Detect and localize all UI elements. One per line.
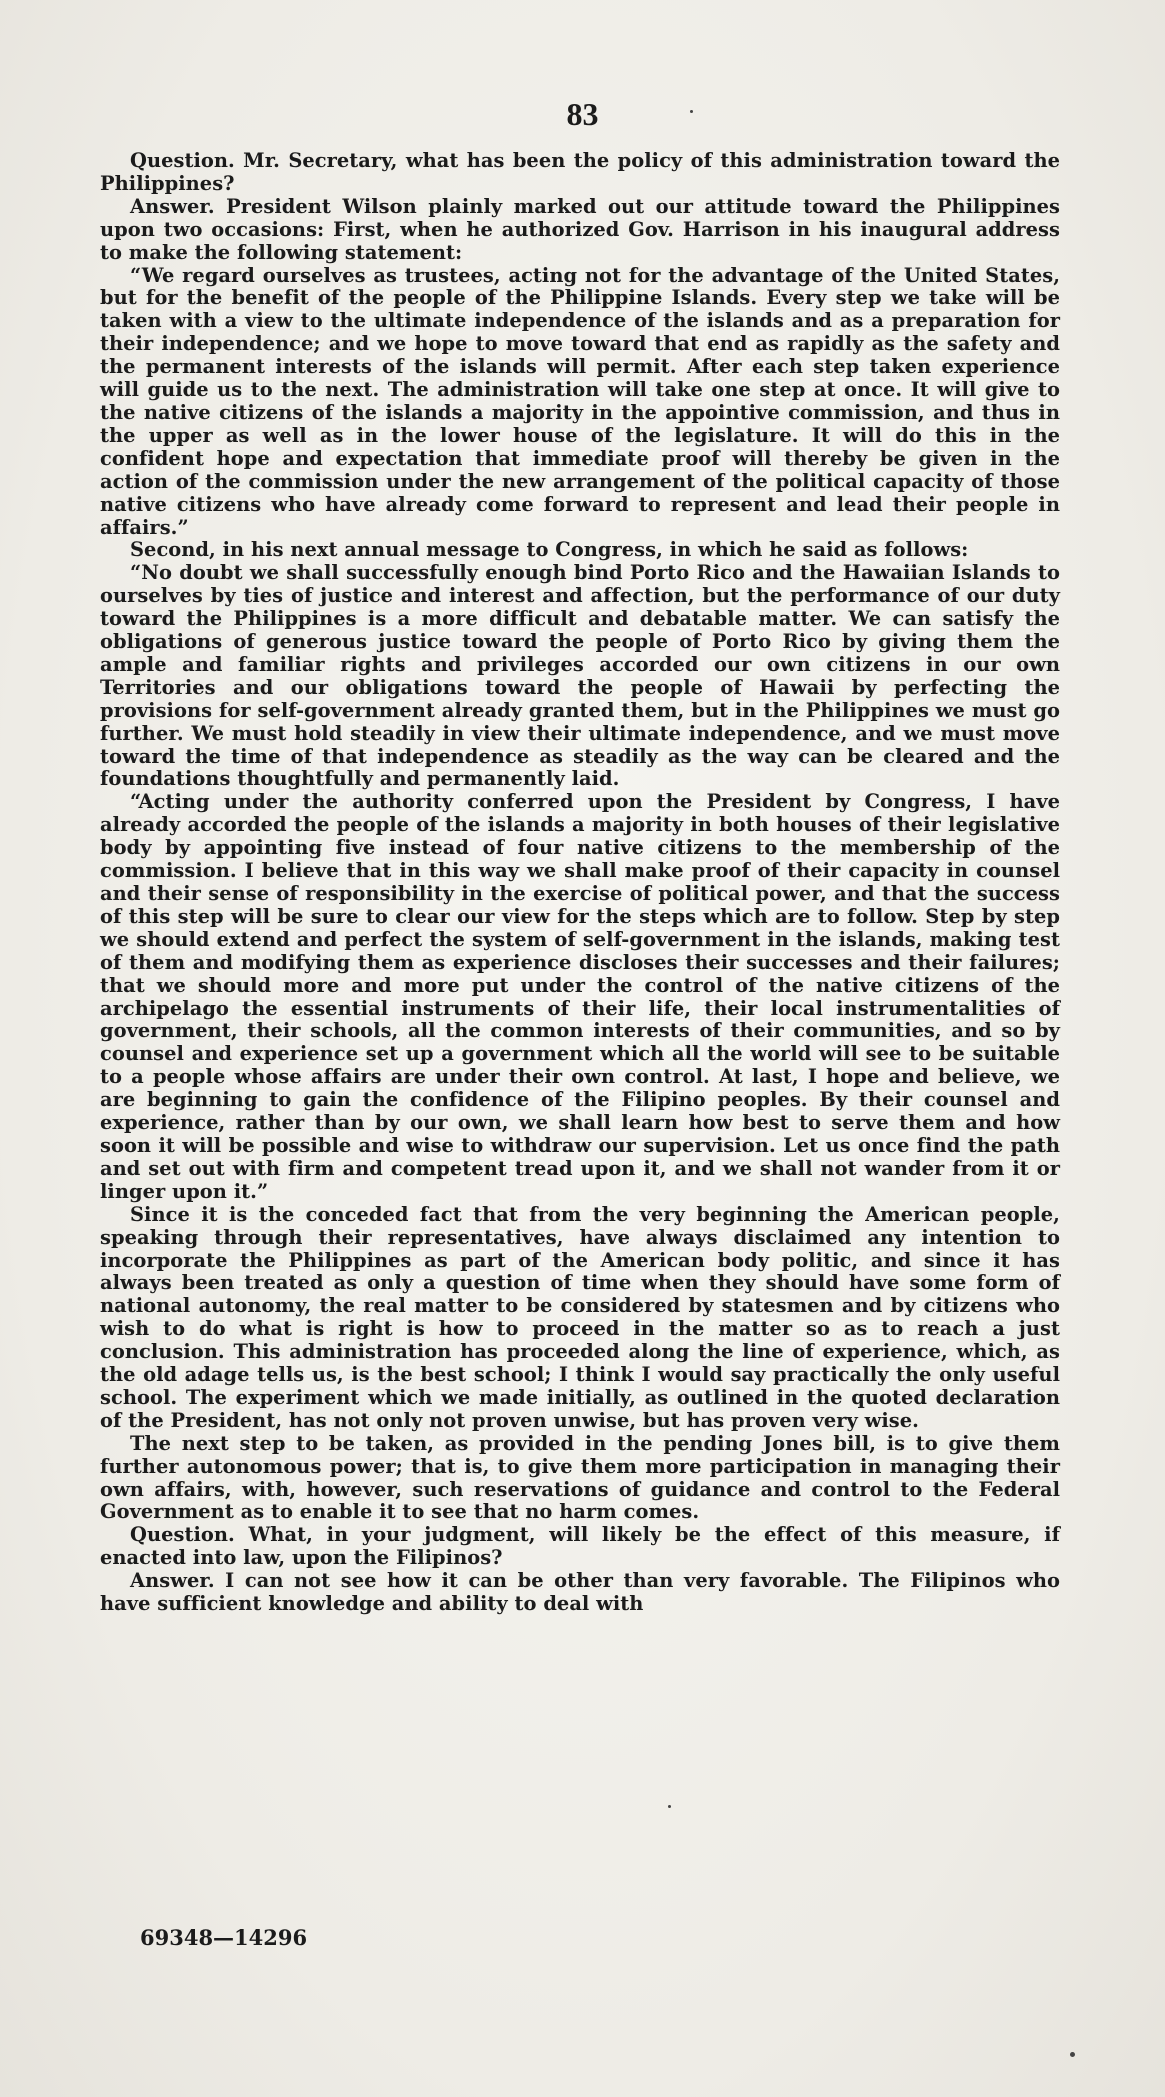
paragraph: “We regard ourselves as trustees, acting not for the advantage of the United States, but for the benefit of the people of the Philippine Islands. Every step we take will be taken with a view to the ultimate independence of the islands and as a preparation for their independence; and we hope to move toward that end as rapidly as the safety and the permanent interests of the islands will permit. After each step taken experience will guide us to the next. The administration will take one step at once. It will give to the native citizens of the islands a majority in the appointive commission, and thus in the upper as well as in the lower house of the legislature. It will do this in the confident hope and expectation that immediate proof will thereby be given in the action of the commission under the new arrangement of the political capacity of those native citizens who have already come forward to represent and lead their people in affairs.” <box>100 263 1060 539</box>
paragraph: Answer. President Wilson plainly marked out our attitude toward the Philippines upon two occasions: First, when he authorized Gov. Harrison in his inaugural address to make the following statement: <box>100 194 1060 264</box>
ink-speck <box>668 1805 671 1808</box>
paragraph: Since it is the conceded fact that from the very beginning the American people, speaking through their representatives, have always disclaimed any intention to incorporate the Philippines as part of the American body politic, and since it has always been treated as only a question of time when they should have some form of national autonomy, the real matter to be considered by statesmen and by citizens who wish to do what is right is how to proceed in the matter so as to reach a just conclusion. This administration has proceeded along the line of experience, which, as the old adage tells us, is the best school; I think I would say practically the only useful school. The experiment which we made initially, as outlined in the quoted declaration of the President, has not only not proven unwise, but has proven very wise. <box>100 1202 1060 1432</box>
ink-speck <box>690 110 693 113</box>
paragraph: “No doubt we shall successfully enough bind Porto Rico and the Hawaiian Islands to ourselves by ties of justice and interest and affection, but the performance of our duty toward the Philippines is a more difficult and debatable matter. We can satisfy the obligations of generous justice toward the people of Porto Rico by giving them the ample and familiar rights and privileges accorded our own citizens in our own Territories and our obligations toward the people of Hawaii by perfecting the provisions for self-government already granted them, but in the Philippines we must go further. We must hold steadily in view their ultimate independence, and we must move toward the time of that independence as steadily as the way can be cleared and the foundations thoughtfully and permanently laid. <box>100 561 1060 791</box>
paragraph: Second, in his next annual message to Congress, in which he said as follows: <box>130 538 969 562</box>
paragraph: Question. What, in your judgment, will likely be the effect of this measure, if enacted into law, upon the Filipinos? <box>100 1523 1060 1570</box>
paragraph: Answer. I can not see how it can be other than very favorable. The Filipinos who have sufficient knowledge and ability to deal with <box>100 1569 1060 1616</box>
page-number: 83 <box>566 96 599 132</box>
print-code: 69348—14296 <box>140 1925 308 1950</box>
paragraph: The next step to be taken, as provided in the pending Jones bill, is to give them further autonomous power; that is, to give them more participation in managing their own affairs, with, however, such reservations of guidance and control to the Federal Government as to enable it to see that no harm comes. <box>100 1431 1060 1524</box>
paragraph: “Acting under the authority conferred upon the President by Congress, I have already accorded the people of the islands a majority in both houses of their legislative body by appointing five instead of four native citizens to the membership of the commission. I believe that in this way we shall make proof of their capacity in counsel and their sense of responsibility in the exercise of political power, and that the success of this step will be sure to clear our view for the steps which are to follow. Step by step we should extend and perfect the system of self-government in the islands, making test of them and modifying them as experience discloses their successes and their failures; that we should more and more put under the control of the native citizens of the archipelago the essential instruments of their life, their local instrumentalities of government, their schools, all the common interests of their communities, and so by counsel and experience set up a government which all the world will see to be suitable to a people whose affairs are under their own control. At last, I hope and believe, we are beginning to gain the confidence of the Filipino peoples. By their counsel and experience, rather than by our own, we shall learn how best to serve them and how soon it will be possible and wise to withdraw our supervision. Let us once find the path and set out with firm and competent tread upon it, and we shall not wander from it or linger upon it.” <box>100 790 1060 1203</box>
ink-speck <box>1070 2052 1075 2057</box>
paragraph: Question. Mr. Secretary, what has been the policy of this administration toward the Philippines? <box>100 149 1060 195</box>
body-text <box>100 150 1060 1616</box>
